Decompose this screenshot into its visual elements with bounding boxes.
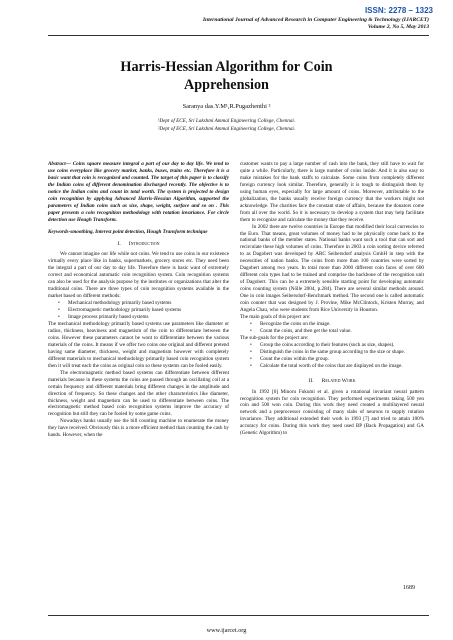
- list-item: • Group the coins according to their features (such as size, shapes).: [240, 342, 424, 349]
- paper-title: [40, 58, 413, 94]
- paper-title-line2: Apprehension: [184, 77, 269, 93]
- sub-goals-label: The sub-goals for the project are:: [240, 334, 309, 341]
- page-number: 1689: [403, 585, 415, 591]
- abstract: [48, 161, 229, 224]
- keywords-label: Keywords-: [48, 228, 71, 235]
- intro-paragraph-3: The electromagnetic method based systems can differentiate between different materials because in these systems the coins are passed through an oscillating coil at a certain frequency and different materials bring different changes in the amplitude and direction of frequency. So these changes and the other characteristics like diameter, thickness, weight and magnetism can be used to differentiate between coins. The electromagnetic method based coin recognition systems improve the accuracy of recognition but still they can be fooled by some game coins.: [48, 369, 229, 418]
- intro-paragraph-2: The mechanical methodology primarily based systems use parameters like diameter or radius, thickness, heaviness and magnetism of the coin to differentiate between the coins. However these parameters cannot be wont to differentiate between the various materials of the coins. It means if we offer two coins one original and different pretend having same diameter, thickness, weight and magnetism however with completely different materials to mechanical methodology primarily based coin recognition system then it will treat each the coins as original coin so these systems can be fooled easily.: [48, 321, 229, 369]
- section-heading-introduction: [48, 241, 229, 248]
- list-item: • Count the coins within the group.: [240, 356, 424, 363]
- footer-url: www.ijarcet.org: [206, 627, 247, 634]
- main-goals-label: The main goals of this project are:: [240, 313, 311, 320]
- paper-authors: Saranya das.Y.M¹,R.Pugazhenthi ²: [182, 103, 271, 110]
- list-item: • Calculate the total worth of the coins that are displayed on the image.: [240, 363, 424, 370]
- keywords: [48, 229, 229, 236]
- issn-label: ISSN: 2278 – 1323: [364, 6, 433, 15]
- list-item: • Image process primarily based systems: [48, 314, 229, 321]
- section-title: Related Work: [321, 377, 356, 384]
- list-item: • Mechanical methodology primarily based systems: [48, 300, 229, 307]
- list-item: • Recognize the coins on the image.: [240, 321, 424, 328]
- body-paragraph-1: customer wants to pay a large number of cash into the bank, they still have to wait for quite a while. Particularly, there is large number of coins inside. And it is also easy to make mistakes for the bank staffs to calculate. Some coins from completely different foreign currency look similar. Therefore, generally it is tough to distinguish them by using human eyes, especially for large amount of coins. Moreover, attributable to the globalization, the banks usually receive foreign currency that the workers might not acknowledge. The charities face the constant state of affairs, because the donators come from all over the world. So it is necessary to develop a system that may help facilitate them to recognize and calculate the money that they receive.: [240, 161, 424, 223]
- list-item: • Distinguish the coins in the same group according to the size or shape.: [240, 349, 424, 356]
- section-number: II.: [308, 377, 314, 384]
- left-column: [48, 161, 229, 439]
- affiliation-1: ¹Dept of ECE, Sri Lakshmi Ammal Engineering College, Chennai.: [157, 118, 296, 124]
- keywords-text: smoothing, Interest point detection, Hough Transform technique: [70, 228, 208, 235]
- intro-paragraph-4: Nowadays banks usually use the bill counting machine to enumerate the money they have received. Obviously this is a more efficient method than counting the cash by hands. However, when the: [48, 418, 229, 439]
- list-item: • Electromagnetic methodology primarily based systems: [48, 307, 229, 314]
- methods-list: [48, 300, 229, 321]
- section-title: Introduction: [128, 240, 160, 247]
- abstract-text: Coins square measure integral a part of our day to day life. We tend to use coins everyplace like grocery market, banks, buses, trains etc. Therefore it is a basic want that coin is recognized and counted. The target of this paper is to classify the Indian coins of different denomination discharged recently. The objective is to notice the Indian coins and count its total worth. The system is projected to design coin recognition by applying Advanced Harris-Hessian Algorithm, supported the parameters of Indian coins such as size, shape, weight, surface and so on . This paper presents a coin recognition methodology with rotation invariance. For circle detection use Hough Transform.: [48, 161, 229, 223]
- journal-header: [40, 17, 429, 31]
- list-item: • Count the coins, and then get the total value.: [240, 328, 424, 335]
- main-goals-list: [240, 321, 424, 335]
- related-work-paragraph-1: In 1992 [6] Minoru Fukumi et al. given a rotational invariant neural pattern recognition system for coin recognition. They performed experiments taking 500 yen coin and 500 won coin. During this work they need created a multilayered neural network and a preprocessor consisting of many slabs of neurons to supply rotation invariance. They additional extended their work in 1993 [7] and tried to attain 100% accuracy for coins. During this work they need used BP (Back Propagation) and GA (Genetic Algorithm) to: [240, 388, 424, 437]
- sub-goals-list: [240, 342, 424, 370]
- affiliation-2: ²Dept of ECE, Sri Lakshmi Ammal Engineering College, Chennai.: [157, 125, 296, 132]
- section-number: I.: [117, 240, 121, 247]
- abstract-label: Abstract—: [48, 161, 71, 167]
- paper-title-line1: Harris-Hessian Algorithm for Coin: [120, 59, 333, 75]
- affiliations: [40, 118, 413, 133]
- body-paragraph-2: In 2002 there are twelve countries in Europe that modified their local currencies to the Euro. That means, great volumes of money had to be physically come back to the national banks of the member states. National banks want such a tool that can sort and recirculate these high volumes of coins. Therefore in 2003 a coin sorting device referred to as Dagobert was developed by ARC Seibersdorf analysis GmbH in step with the necessities of nation banks. The coins from more than 100 countries were sorted by Dagobert among two years. In total more than 2000 different coin faces of over 600 different coin types had to be trained and comprise the backbone of the recognition unit of Dagobert. This can be a extremely sensible starting point for developing automatic coins counting system (Nölle 2004, p.284). There are several similar methods around. One in coin images Seibersdorf-Benchmark method. The second one is called automatic coin counter that was designed by J. Provine, Mike McClintock, Kristen Murray, and Angela Chau, who were students from Rice University in Houston.: [240, 223, 424, 314]
- journal-volume: Volume 2, No 5, May 2013: [367, 24, 429, 30]
- footer-rule: [48, 615, 429, 616]
- intro-paragraph-1: We cannot imagine our life while not coins. We tend to use coins in our existence virtually every place like in banks, supermarkets, grocery stores etc. They need been the integral a part of our day to day life. Therefore there is basic want of extremely correct and economical automatic coin recognition system. Coin recognition systems can also be used for the analysis purpose by the institutes or organizations that alter the traditional coins. There are three types of coin recognition systems available in the market based on different methods:: [48, 251, 229, 300]
- journal-name: International Journal of Advanced Research in Computer Engineering & Technology (IJARCET): [202, 17, 429, 23]
- header-rule: [48, 35, 429, 36]
- section-heading-related-work: [240, 378, 424, 385]
- right-column: [240, 161, 424, 437]
